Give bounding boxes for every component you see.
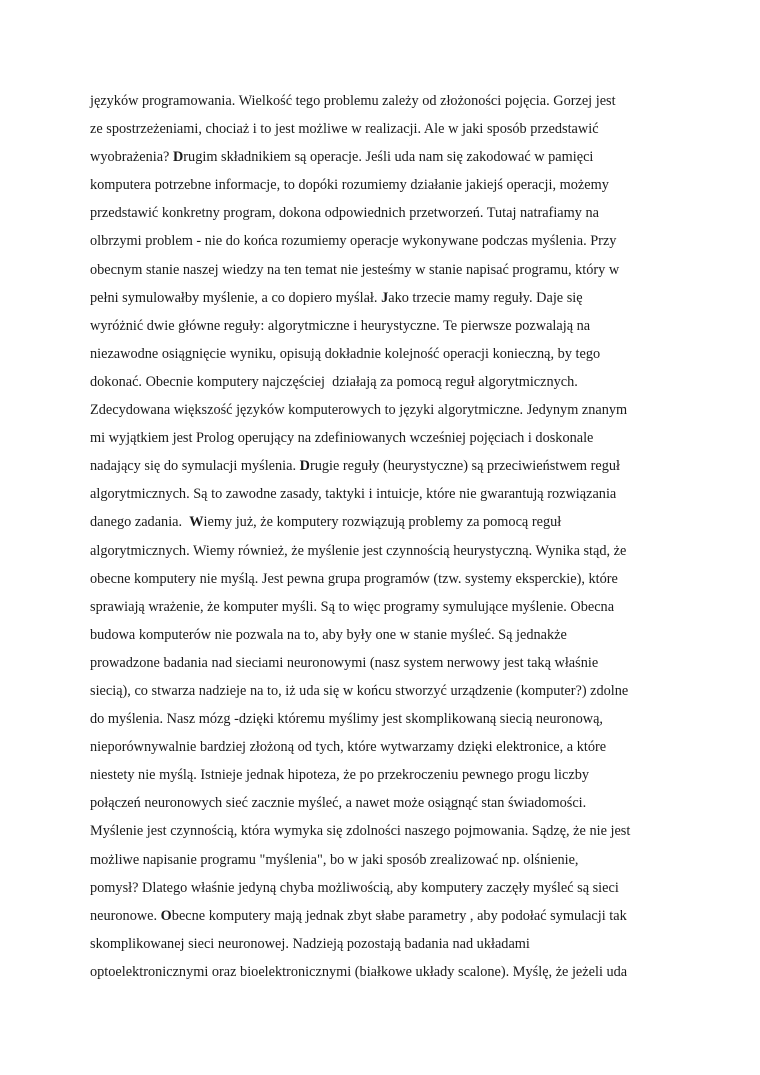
bold-initial-letter: D [172, 149, 184, 166]
text-line: skomplikowanej sieci neuronowej. Nadzieją pozostają badania nad układami [90, 935, 530, 952]
bold-initial-letter: O [160, 907, 172, 924]
text-line: połączeń neuronowych sieć zacznie myśleć, a nawet może osiągnąć stan świadomości. [90, 795, 587, 812]
text-segment: neuronowe. [90, 907, 161, 924]
text-line: siecią), co stwarza nadzieje na to, iż uda się w końcu stworzyć urządzenie (komputer?) zdolne [90, 682, 629, 699]
text-line: obecne komputery nie myślą. Jest pewna grupa programów (tzw. systemy eksperckie), które [90, 570, 618, 587]
text-line: Myślenie jest czynnością, która wymyka się zdolności naszego pojmowania. Sądzę, że nie jest [90, 823, 631, 840]
text-line: komputera potrzebne informacje, to dopóki rozumiemy działanie jakiejś operacji, możemy [90, 177, 609, 194]
text-segment: pełni symulowałby myślenie, a co dopiero myślał. [90, 289, 382, 306]
text-segment: wyobrażenia? [90, 149, 173, 166]
text-line: dokonać. Obecnie komputery najczęściej działają za pomocą reguł algorytmicznych. [90, 373, 578, 390]
text-line: niestety nie myślą. Istnieje jednak hipoteza, że po przekroczeniu pewnego progu liczby [90, 767, 590, 784]
text-segment: danego zadania. [90, 514, 190, 531]
text-line: języków programowania. Wielkość tego problemu zależy od złożoności pojęcia. Gorzej jest [90, 93, 616, 109]
text-line [90, 452, 690, 480]
text-line: prowadzone badania nad sieciami neuronowymi (nasz system nerwowy jest taką właśnie [90, 654, 599, 671]
text-line [90, 143, 690, 171]
text-line: przedstawić konkretny program, dokona odpowiednich przetworzeń. Tutaj natrafiamy na [90, 205, 599, 222]
text-segment: rugie reguły (heurystyczne) są przeciwieństwem reguł [309, 458, 621, 475]
text-line: ze spostrzeżeniami, chociaż i to jest możliwe w realizacji. Ale w jaki sposób przedstawić [90, 121, 599, 138]
text-line: możliwe napisanie programu "myślenia", bo w jaki sposób zrealizować np. olśnienie, [90, 851, 579, 868]
text-line: nieporównywalnie bardziej złożoną od tych, które wytwarzamy dzięki elektronice, a które [90, 739, 607, 756]
text-segment: becne komputery mają jednak zbyt słabe parametry , aby podołać symulacji tak [171, 907, 627, 924]
text-segment: iemy już, że komputery rozwiązują problemy za pomocą reguł [203, 514, 562, 531]
text-line: budowa komputerów nie pozwala na to, aby były one w stanie myśleć. Są jednakże [90, 626, 567, 643]
text-line: wyróżnić dwie główne reguły: algorytmiczne i heurystyczne. Te pierwsze pozwalają na [90, 317, 591, 334]
text-line [90, 508, 690, 536]
text-line: mi wyjątkiem jest Prolog operujący na zdefiniowanych wcześniej pojęciach i doskonale [90, 430, 594, 447]
text-line: pomysł? Dlatego właśnie jedyną chyba możliwością, aby komputery zaczęły myśleć są sieci [90, 879, 619, 896]
text-line: olbrzymi problem - nie do końca rozumiemy operacje wykonywane podczas myślenia. Przy [90, 233, 617, 250]
text-line: algorytmicznych. Wiemy również, że myślenie jest czynnością heurystyczną. Wynika stąd, że [90, 542, 627, 559]
text-segment: nadający się do symulacji myślenia. [90, 458, 300, 475]
text-line: Zdecydowana większość języków komputerowych to języki algorytmiczne. Jedynym znanym [90, 402, 628, 419]
bold-initial-letter: D [299, 458, 310, 475]
text-line: niezawodne osiągnięcie wyniku, opisują dokładnie kolejność operacji konieczną, by tego [90, 345, 601, 362]
text-line: algorytmicznych. Są to zawodne zasady, taktyki i intuicje, które nie gwarantują rozwiązania [90, 486, 617, 503]
bold-initial-letter: J [381, 289, 389, 306]
bold-initial-letter: W [189, 514, 204, 531]
text-line [90, 284, 690, 312]
text-line: optoelektronicznymi oraz bioelektronicznymi (białkowe układy scalone). Myślę, że jeżeli uda [90, 963, 628, 980]
text-line: do myślenia. Nasz mózg -dzięki któremu myślimy jest skomplikowaną siecią neuronową, [90, 711, 603, 728]
text-segment: ako trzecie mamy reguły. Daje się [388, 289, 583, 306]
text-line [90, 902, 690, 930]
text-line: sprawiają wrażenie, że komputer myśli. Są to więc programy symulujące myślenie. Obecna [90, 598, 615, 615]
text-segment: rugim składnikiem są operacje. Jeśli uda nam się zakodować w pamięci [183, 149, 594, 166]
text-line: obecnym stanie naszej wiedzy na ten temat nie jesteśmy w stanie napisać programu, który w [90, 261, 620, 278]
body-text [90, 87, 690, 986]
